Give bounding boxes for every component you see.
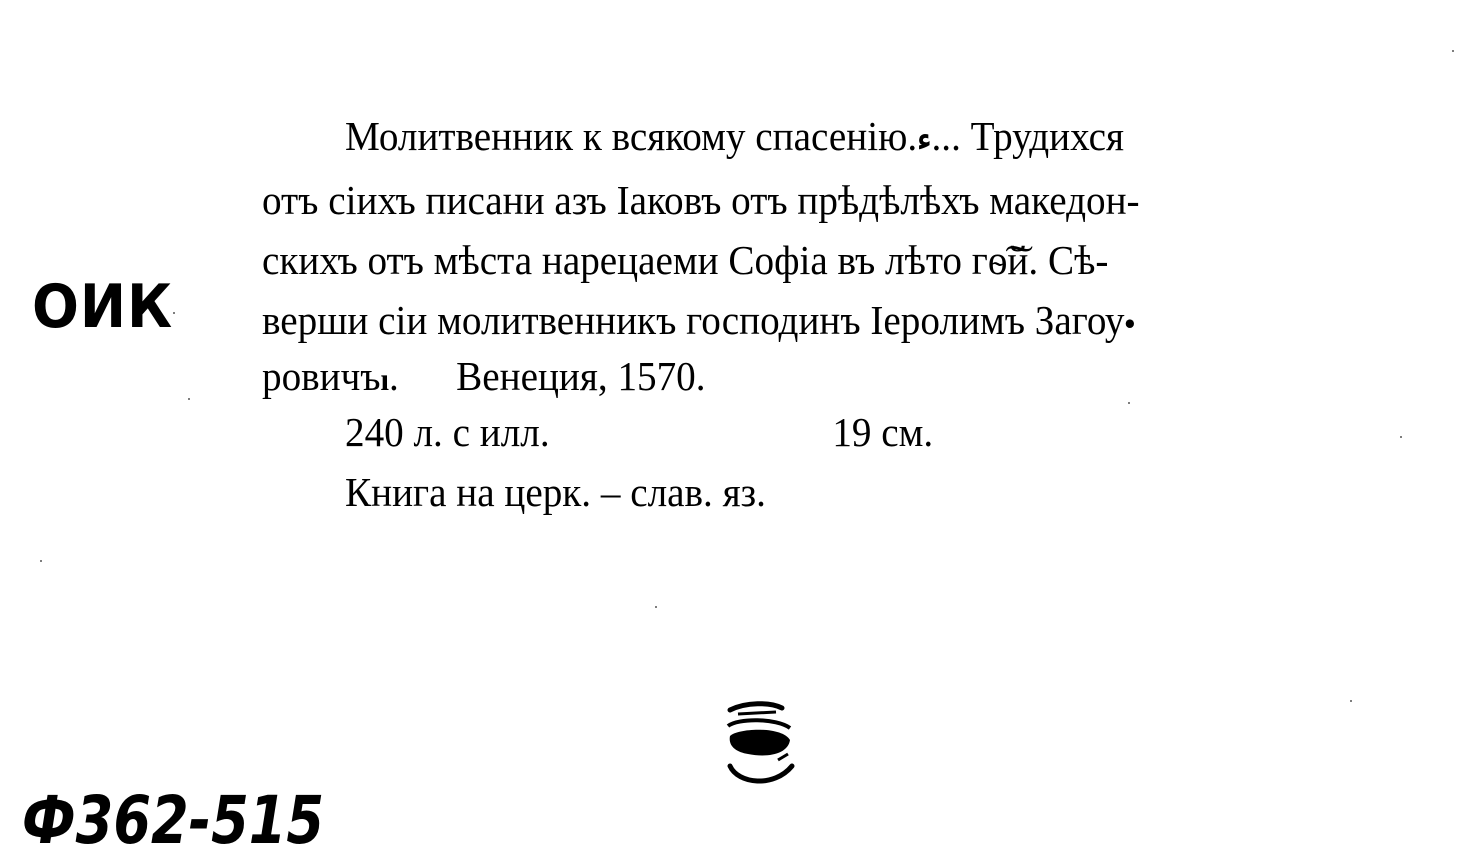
entry-text: . bbox=[389, 353, 399, 399]
handwritten-mark: ı bbox=[380, 361, 390, 397]
handwritten-mark: • bbox=[1124, 305, 1136, 341]
physical-description bbox=[345, 408, 933, 456]
language-note: Книга на церк. – слав. яз. bbox=[345, 469, 766, 515]
entry-line-5 bbox=[262, 352, 706, 403]
library-stamp bbox=[718, 696, 804, 796]
dust-speck bbox=[40, 560, 42, 562]
entry-line-2: отъ сіихъ писани азъ Іаковъ отъ прѣдѣлѣхъ македон- bbox=[262, 177, 1140, 223]
dust-speck bbox=[1350, 700, 1352, 702]
entry-line-3: скихъ отъ мѣста нарецаеми Софіа въ лѣто гѳ͠й. Сѣ- bbox=[262, 237, 1109, 283]
leaves-count: 240 л. с илл. bbox=[345, 409, 550, 455]
inventory-number: Ф362-515 bbox=[22, 782, 325, 859]
place-year: Венеция, 1570. bbox=[456, 353, 706, 399]
dust-speck bbox=[1400, 436, 1402, 438]
entry-line-1 bbox=[345, 112, 1124, 163]
dust-speck bbox=[173, 312, 175, 314]
entry-line-4 bbox=[262, 296, 1135, 347]
dust-speck bbox=[655, 606, 657, 608]
book-title: Молитвенник к всякому спасенію. bbox=[345, 113, 918, 159]
entry-text: ... Трудихся bbox=[931, 113, 1124, 159]
shelf-mark: ОИК bbox=[32, 272, 174, 342]
dust-speck bbox=[188, 398, 190, 400]
dust-speck bbox=[1128, 402, 1130, 404]
book-size: 19 см. bbox=[832, 409, 934, 455]
dust-speck bbox=[1452, 50, 1454, 52]
entry-text: ровичъ bbox=[262, 353, 381, 399]
handwritten-mark: ﺀ bbox=[917, 121, 932, 157]
entry-text: верши сіи молитвенникъ господинъ Іеролимъ Загоу bbox=[262, 297, 1125, 343]
